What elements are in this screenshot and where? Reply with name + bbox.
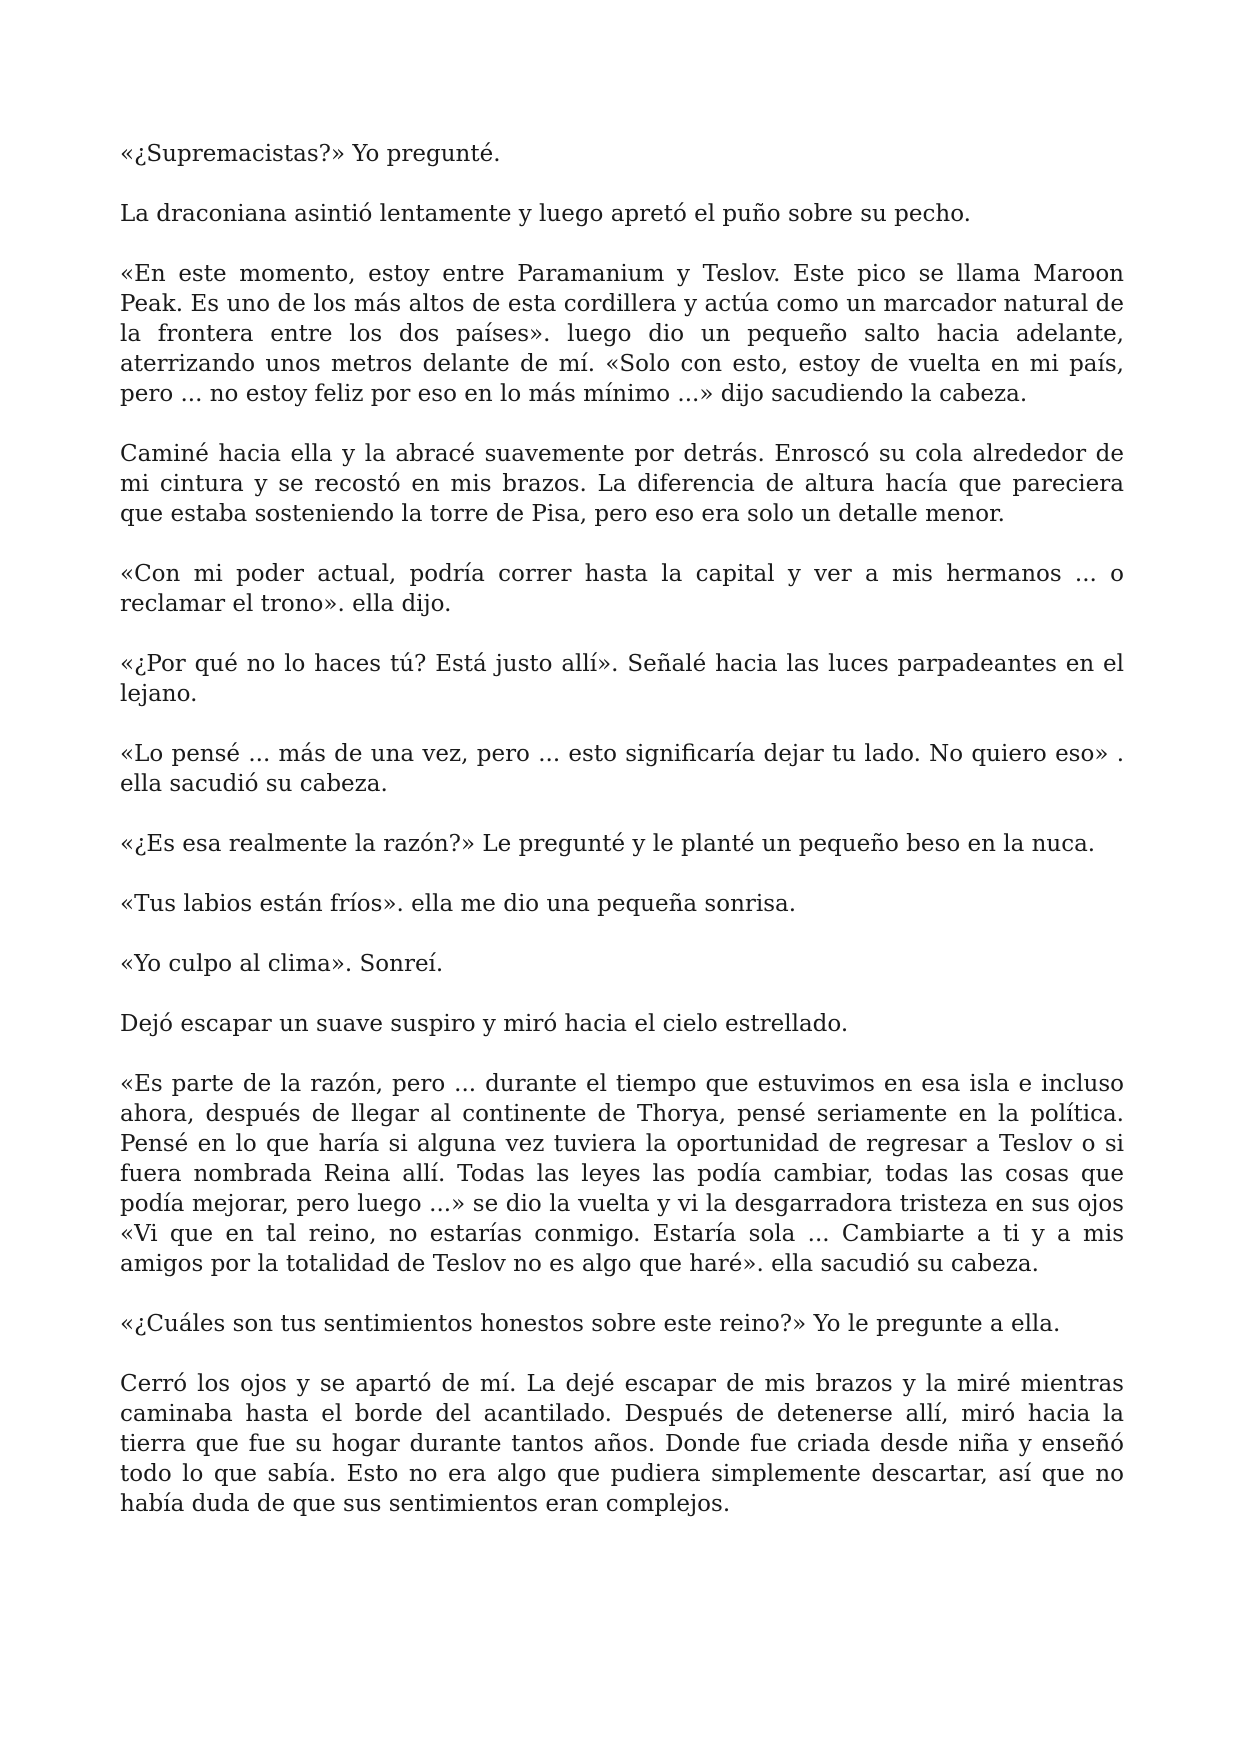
paragraph-7: «Lo pensé ... más de una vez, pero ... esto significaría dejar tu lado. No quiero eso» . ella sacudió su cabeza. bbox=[120, 741, 1124, 797]
paragraph-13: «¿Cuáles son tus sentimientos honestos sobre este reino?» Yo le pregunte a ella. bbox=[120, 1311, 1061, 1337]
body-text bbox=[120, 139, 1124, 1549]
paragraph-10: «Yo culpo al clima». Sonreí. bbox=[120, 951, 444, 977]
paragraph-8: «¿Es esa realmente la razón?» Le pregunté y le planté un pequeño beso en la nuca. bbox=[120, 831, 1096, 857]
paragraph-4: Caminé hacia ella y la abracé suavemente por detrás. Enroscó su cola alrededor de mi cintura y se recostó en mis brazos. La diferencia de altura hacía que pareciera que estaba sosteniendo la torre de Pisa, pero eso era solo un detalle menor. bbox=[120, 441, 1124, 527]
paragraph-12: «Es parte de la razón, pero ... durante el tiempo que estuvimos en esa isla e incluso ahora, después de llegar al continente de Thorya, pensé seriamente en la política. Pensé en lo que haría si alguna vez tuviera la oportunidad de regresar a Teslov o si fuera nombrada Reina allí. Todas las leyes las podía cambiar, todas las cosas que podía mejorar, pero luego ...» se dio la vuelta y vi la desgarradora tristeza en sus ojos «Vi que en tal reino, no estarías conmigo. Estaría sola ... Cambiarte a ti y a mis amigos por la totalidad de Teslov no es algo que haré». ella sacudió su cabeza. bbox=[120, 1071, 1124, 1277]
paragraph-9: «Tus labios están fríos». ella me dio una pequeña sonrisa. bbox=[120, 891, 797, 917]
paragraph-2: La draconiana asintió lentamente y luego apretó el puño sobre su pecho. bbox=[120, 201, 971, 227]
paragraph-11: Dejó escapar un suave suspiro y miró hacia el cielo estrellado. bbox=[120, 1011, 849, 1037]
paragraph-1: «¿Supremacistas?» Yo pregunté. bbox=[120, 141, 501, 167]
paragraph-5: «Con mi poder actual, podría correr hasta la capital y ver a mis hermanos ... o reclamar el trono». ella dijo. bbox=[120, 561, 1124, 617]
paragraph-14: Cerró los ojos y se apartó de mí. La dejé escapar de mis brazos y la miré mientras caminaba hasta el borde del acantilado. Después de detenerse allí, miró hacia la tierra que fue su hogar durante tantos años. Donde fue criada desde niña y enseñó todo lo que sabía. Esto no era algo que pudiera simplemente descartar, así que no había duda de que sus sentimientos eran complejos. bbox=[120, 1371, 1124, 1517]
paragraph-3: «En este momento, estoy entre Paramanium y Teslov. Este pico se llama Maroon Peak. Es uno de los más altos de esta cordillera y actúa como un marcador natural de la frontera entre los dos países». luego dio un pequeño salto hacia adelante, aterrizando unos metros delante de mí. «Solo con esto, estoy de vuelta en mi país, pero ... no estoy feliz por eso en lo más mínimo ...» dijo sacudiendo la cabeza. bbox=[120, 261, 1124, 407]
paragraph-6: «¿Por qué no lo haces tú? Está justo allí». Señalé hacia las luces parpadeantes en el lejano. bbox=[120, 651, 1124, 707]
